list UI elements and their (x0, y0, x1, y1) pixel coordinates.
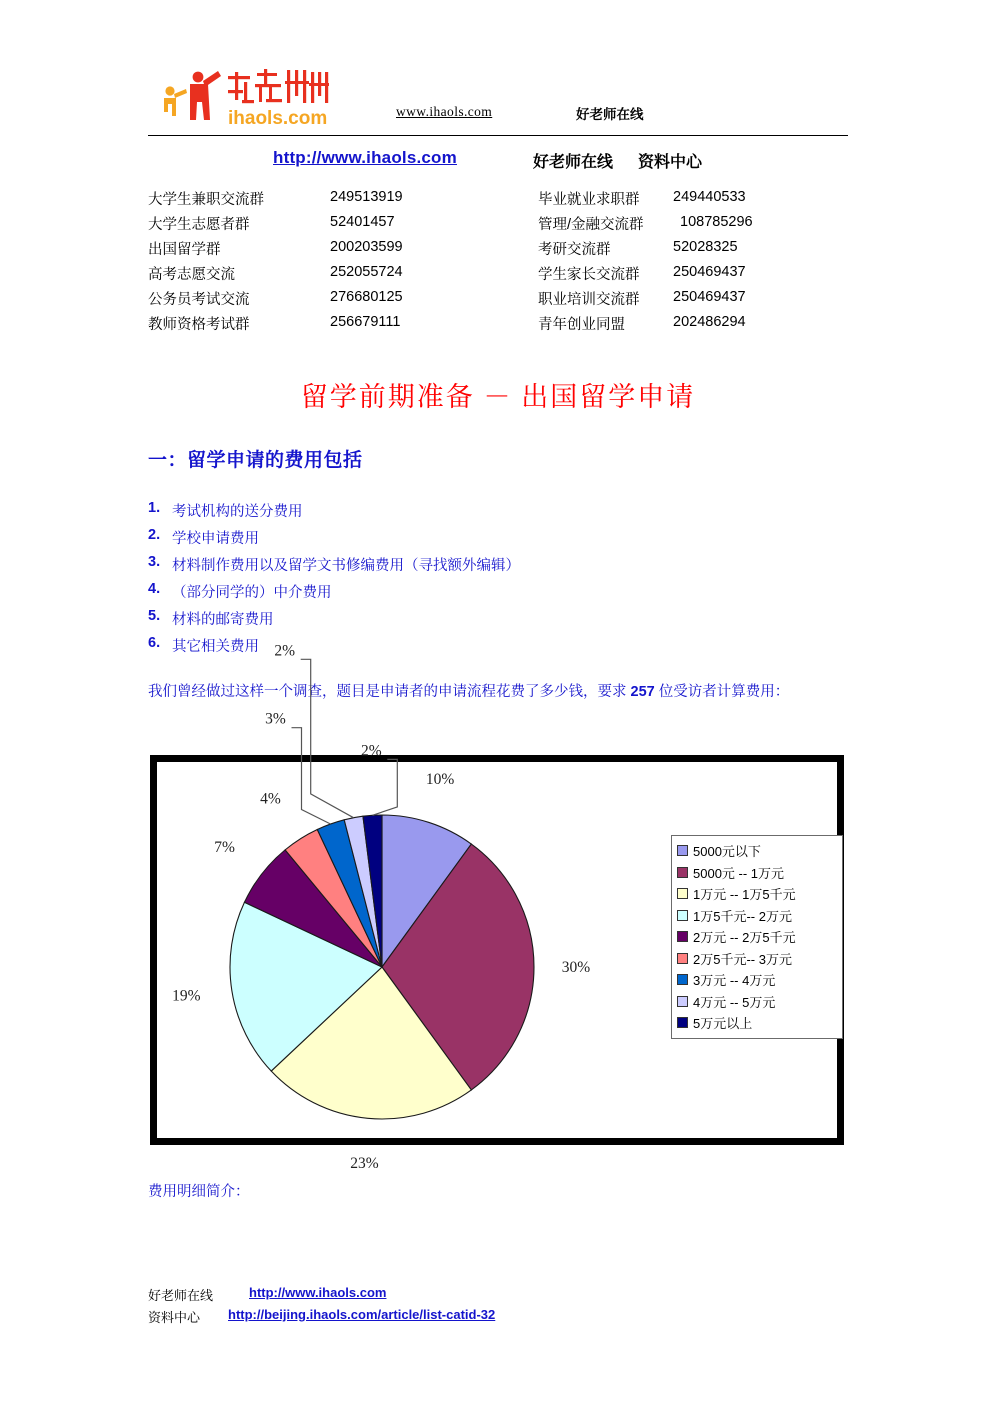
qq-group-number: 276680125 (330, 289, 403, 305)
table-row (148, 213, 848, 238)
list-item-number: 2. (148, 527, 161, 543)
list-item-label: （部分同学的）中介费用 (172, 585, 332, 601)
table-row (148, 188, 848, 213)
legend-item (677, 1012, 837, 1034)
footer-link-article[interactable]: http://beijing.ihaols.com/article/list-catid-32 (228, 1307, 496, 1322)
page-title: 留学前期准备 － 出国留学申请 (300, 382, 696, 412)
table-row (148, 313, 848, 338)
legend-label: 5000元 -- 1万元 (693, 865, 785, 881)
footer-link-home[interactable]: http://www.ihaols.com (249, 1285, 387, 1300)
pie-percent-label: 3% (265, 710, 286, 728)
qq-group-number: 249440533 (673, 189, 746, 205)
legend-label: 2万元 -- 2万5千元 (693, 930, 796, 946)
list-item-label: 其它相关费用 (172, 639, 259, 655)
qq-group-number: 250469437 (673, 289, 746, 305)
qq-group-number: 108785296 (680, 214, 753, 230)
qq-group-name: 出国留学群 (148, 242, 221, 258)
legend-swatch-4 (677, 931, 688, 942)
legend-item (677, 862, 837, 884)
legend-swatch-6 (677, 974, 688, 985)
survey-paragraph (148, 678, 848, 706)
pie-percent-label: 4% (260, 790, 281, 808)
legend-swatch-2 (677, 888, 688, 899)
pie-percent-label: 7% (214, 839, 235, 857)
legend-swatch-7 (677, 996, 688, 1007)
header-url-text: www.ihaols.com (396, 104, 493, 119)
paragraph-post: 位受访者计算费用： (654, 684, 790, 700)
qq-group-number: 52028325 (673, 239, 738, 255)
qq-group-number: 202486294 (673, 314, 746, 330)
list-item-number: 3. (148, 554, 161, 570)
fee-detail-heading: 费用明细简介： (148, 1184, 250, 1200)
qq-group-number: 52401457 (330, 214, 395, 230)
qq-group-name: 大学生兼职交流群 (148, 192, 264, 208)
ihaols-logo (156, 64, 341, 128)
leader-line (373, 759, 398, 815)
legend-item (677, 905, 837, 927)
list-item-number: 4. (148, 581, 161, 597)
list-item-label: 材料的邮寄费用 (172, 612, 274, 628)
legend-swatch-8 (677, 1017, 688, 1028)
list-item-label: 材料制作费用以及留学文书修编费用（寻找额外编辑） (172, 558, 520, 574)
qq-group-name: 大学生志愿者群 (148, 217, 250, 233)
legend-label: 1万5千元-- 2万元 (693, 908, 792, 924)
list-item (148, 581, 848, 608)
legend-item (677, 840, 837, 862)
fee-list (148, 500, 848, 662)
list-item (148, 554, 848, 581)
legend-swatch-0 (677, 845, 688, 856)
qq-group-name: 职业培训交流群 (538, 292, 640, 308)
legend-swatch-1 (677, 867, 688, 878)
qq-group-number: 252055724 (330, 264, 403, 280)
section-heading: 一：留学申请的费用包括 (148, 450, 363, 471)
main-site-link[interactable]: http://www.ihaols.com (273, 148, 457, 167)
qq-group-name: 考研交流群 (538, 242, 611, 258)
qq-group-name: 教师资格考试群 (148, 317, 250, 333)
chart-legend (671, 835, 843, 1039)
list-item-number: 5. (148, 608, 161, 624)
legend-label: 3万元 -- 4万元 (693, 973, 776, 989)
qq-group-number: 250469437 (673, 264, 746, 280)
list-item (148, 635, 848, 662)
qq-group-name: 学生家长交流群 (538, 267, 640, 283)
footer-row (148, 1285, 848, 1307)
page-header (148, 62, 848, 136)
pie-percent-label: 30% (561, 959, 591, 976)
qq-group-name: 青年创业同盟 (538, 317, 625, 333)
qq-group-name: 管理/金融交流群 (538, 217, 644, 233)
qq-group-number: 200203599 (330, 239, 403, 255)
header-site-name: 好老师在线 (576, 107, 644, 122)
qq-group-name: 公务员考试交流 (148, 292, 250, 308)
pie-percent-label: 2% (360, 742, 382, 760)
footer-label: 资料中心 (148, 1310, 201, 1325)
legend-label: 4万元 -- 5万元 (693, 994, 776, 1010)
list-item (148, 527, 848, 554)
paragraph-pre: 我们曾经做过这样一个调查，题目是申请者的申请流程花费了多少钱，要求 (148, 684, 631, 700)
list-item (148, 608, 848, 635)
legend-item (677, 948, 837, 970)
legend-item (677, 991, 837, 1013)
subheader-brand: 好老师在线 (533, 154, 614, 171)
footer-row (148, 1307, 848, 1329)
legend-label: 1万元 -- 1万5千元 (693, 887, 796, 903)
qq-group-name: 高考志愿交流 (148, 267, 235, 283)
qq-group-number: 249513919 (330, 189, 403, 205)
qq-group-name: 毕业就业求职群 (538, 192, 640, 208)
legend-swatch-5 (677, 953, 688, 964)
pie-percent-label: 23% (350, 1155, 379, 1173)
legend-item (677, 926, 837, 948)
subheader-section: 资料中心 (638, 154, 703, 171)
table-row (148, 288, 848, 313)
table-row (148, 238, 848, 263)
page-footer (148, 1285, 848, 1329)
pie-percent-label: 19% (172, 987, 201, 1005)
pie-percent-label: 10% (425, 771, 455, 789)
subheader-bar (148, 148, 848, 176)
legend-label: 5000元以下 (693, 844, 761, 860)
legend-label: 2万5千元-- 3万元 (693, 951, 792, 967)
legend-item (677, 969, 837, 991)
list-item-label: 学校申请费用 (172, 531, 259, 547)
list-item-number: 6. (148, 635, 161, 651)
legend-swatch-3 (677, 910, 688, 921)
qq-group-table (148, 188, 848, 338)
svg-text:ihaols.com: ihaols.com (228, 108, 328, 129)
table-row (148, 263, 848, 288)
qq-group-number: 256679111 (330, 314, 401, 330)
pie-percent-label: 2% (274, 642, 296, 660)
header-divider (148, 135, 848, 136)
legend-item (677, 883, 837, 905)
list-item-number: 1. (148, 500, 161, 516)
list-item-label: 考试机构的送分费用 (172, 504, 303, 520)
pie-slices (230, 815, 534, 1119)
respondent-count: 257 (630, 684, 655, 700)
legend-label: 5万元以上 (693, 1016, 753, 1032)
list-item (148, 500, 848, 527)
footer-label: 好老师在线 (148, 1288, 214, 1303)
